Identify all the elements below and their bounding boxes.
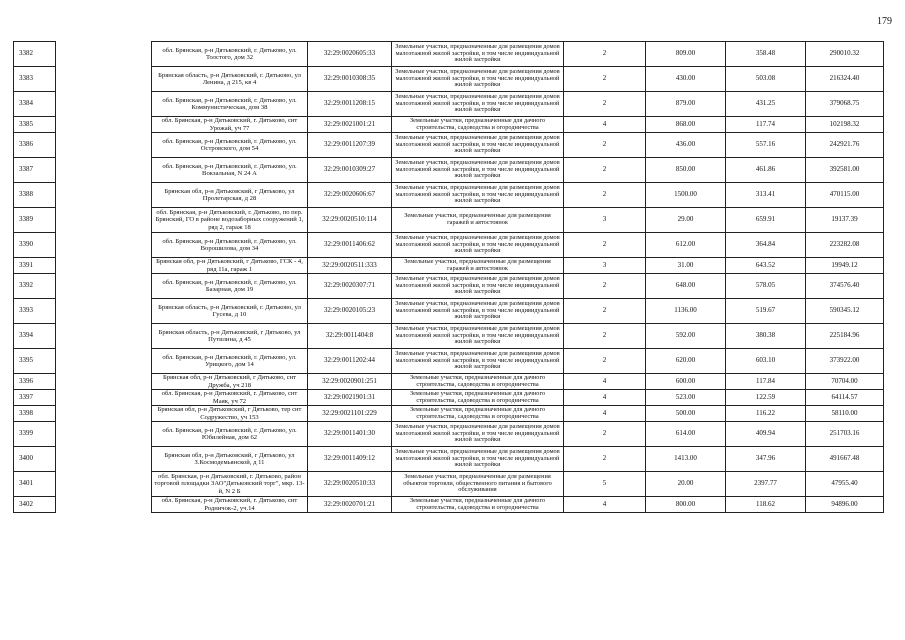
use-group-cell: 2 — [564, 158, 646, 183]
area-cell: 1500.00 — [646, 183, 726, 208]
use-group-cell: 2 — [564, 324, 646, 349]
address-cell: Брянская область, р-н Дятьковский, г Дятьково, ул Путилина, д 45 — [152, 324, 308, 349]
table-row — [14, 92, 884, 117]
table-row — [14, 158, 884, 183]
area-cell: 868.00 — [646, 117, 726, 133]
unit-value-cell: 659.91 — [726, 208, 806, 233]
unit-value-cell: 503.08 — [726, 67, 806, 92]
spacer-cell — [56, 422, 152, 447]
cadastral-number-cell: 32:29:0010309:27 — [308, 158, 392, 183]
cadastral-value-table — [13, 41, 884, 513]
spacer-cell — [56, 233, 152, 258]
area-cell: 600.00 — [646, 374, 726, 390]
cadastral-number-cell: 32:29:0011406:62 — [308, 233, 392, 258]
cadastral-value-cell: 64114.57 — [806, 390, 884, 406]
table-row — [14, 183, 884, 208]
spacer-cell — [56, 324, 152, 349]
cadastral-number-cell: 32:29:0011208:15 — [308, 92, 392, 117]
row-number-cell: 3398 — [14, 406, 56, 422]
page-number: 179 — [877, 16, 892, 27]
address-cell: обл. Брянская, р-н Дятьковский, г. Дятьково, по пер. Брянский, ГО в районе водозаборных сооружений 1, ряд 2, гараж 18 — [152, 208, 308, 233]
unit-value-cell: 409.94 — [726, 422, 806, 447]
unit-value-cell: 2397.77 — [726, 472, 806, 497]
cadastral-value-cell: 58110.00 — [806, 406, 884, 422]
cadastral-value-cell: 374576.40 — [806, 274, 884, 299]
unit-value-cell: 578.05 — [726, 274, 806, 299]
area-cell: 809.00 — [646, 42, 726, 67]
unit-value-cell: 603.10 — [726, 349, 806, 374]
table-row — [14, 258, 884, 274]
row-number-cell: 3399 — [14, 422, 56, 447]
address-cell: Брянская область, р-н Дятьковский, г. Дятьково, ул Гусева, д 10 — [152, 299, 308, 324]
address-cell: Брянская обл, р-н Дятьковский, г Дятьково, ГСК - 4, ряд 11а, гараж 1 — [152, 258, 308, 274]
address-cell: Брянская обл, р-н Дятьковский, г Дятьково, ул З.Космодемьянской, д 11 — [152, 447, 308, 472]
land-use-cell: Земельные участки, предназначенные для размещения гаражей и автостоянок — [392, 208, 564, 233]
cadastral-value-cell: 47955.40 — [806, 472, 884, 497]
cadastral-value-cell: 216324.40 — [806, 67, 884, 92]
cadastral-number-cell: 32:29:0010308:35 — [308, 67, 392, 92]
table-row — [14, 299, 884, 324]
use-group-cell: 2 — [564, 299, 646, 324]
land-use-cell: Земельные участки, предназначенные для размещения домов малоэтажной жилой застройки, в том числе индивидуальной жилой застройки — [392, 447, 564, 472]
table-row — [14, 497, 884, 513]
unit-value-cell: 431.25 — [726, 92, 806, 117]
land-use-cell: Земельные участки, предназначенные для размещения домов малоэтажной жилой застройки, в том числе индивидуальной жилой застройки — [392, 324, 564, 349]
row-number-cell: 3389 — [14, 208, 56, 233]
row-number-cell: 3393 — [14, 299, 56, 324]
cadastral-value-cell: 590345.12 — [806, 299, 884, 324]
unit-value-cell: 358.48 — [726, 42, 806, 67]
row-number-cell: 3385 — [14, 117, 56, 133]
row-number-cell: 3384 — [14, 92, 56, 117]
unit-value-cell: 364.84 — [726, 233, 806, 258]
land-use-cell: Земельные участки, предназначенные для дачного строительства, садоводства и огородничества — [392, 374, 564, 390]
cadastral-value-cell: 379068.75 — [806, 92, 884, 117]
unit-value-cell: 116.22 — [726, 406, 806, 422]
unit-value-cell: 347.96 — [726, 447, 806, 472]
land-use-cell: Земельные участки, предназначенные для размещения домов малоэтажной жилой застройки, в том числе индивидуальной жилой застройки — [392, 299, 564, 324]
address-cell: обл. Брянская, р-н Дятьковский, г. Дятьково, ул. Ворошилова, дом 34 — [152, 233, 308, 258]
spacer-cell — [56, 158, 152, 183]
cadastral-value-cell: 225184.96 — [806, 324, 884, 349]
cadastral-value-cell: 290010.32 — [806, 42, 884, 67]
area-cell: 614.00 — [646, 422, 726, 447]
row-number-cell: 3383 — [14, 67, 56, 92]
use-group-cell: 2 — [564, 67, 646, 92]
row-number-cell: 3390 — [14, 233, 56, 258]
area-cell: 850.00 — [646, 158, 726, 183]
address-cell: обл. Брянская, р-н Дятьковский, г. Дятьково, ул. Урицкого, дом 14 — [152, 349, 308, 374]
area-cell: 500.00 — [646, 406, 726, 422]
cadastral-number-cell: 32:29:0020606:67 — [308, 183, 392, 208]
spacer-cell — [56, 117, 152, 133]
cadastral-value-cell: 102198.32 — [806, 117, 884, 133]
table-row — [14, 472, 884, 497]
spacer-cell — [56, 299, 152, 324]
row-number-cell: 3387 — [14, 158, 56, 183]
spacer-cell — [56, 208, 152, 233]
row-number-cell: 3401 — [14, 472, 56, 497]
use-group-cell: 4 — [564, 497, 646, 513]
land-use-cell: Земельные участки, предназначенные для размещения домов малоэтажной жилой застройки, в том числе индивидуальной жилой застройки — [392, 158, 564, 183]
cadastral-value-cell: 242921.76 — [806, 133, 884, 158]
cadastral-value-cell: 373922.00 — [806, 349, 884, 374]
table-row — [14, 274, 884, 299]
spacer-cell — [56, 349, 152, 374]
spacer-cell — [56, 406, 152, 422]
spacer-cell — [56, 92, 152, 117]
use-group-cell: 3 — [564, 208, 646, 233]
spacer-cell — [56, 497, 152, 513]
row-number-cell: 3400 — [14, 447, 56, 472]
unit-value-cell: 117.84 — [726, 374, 806, 390]
table-row — [14, 67, 884, 92]
use-group-cell: 2 — [564, 422, 646, 447]
row-number-cell: 3394 — [14, 324, 56, 349]
cadastral-number-cell: 32:29:0011401:30 — [308, 422, 392, 447]
land-use-cell: Земельные участки, предназначенные для размещения домов малоэтажной жилой застройки, в том числе индивидуальной жилой застройки — [392, 422, 564, 447]
area-cell: 800.00 — [646, 497, 726, 513]
address-cell: обл. Брянская, р-н Дятьковский, г. Дятьково, снт Маяк, уч 72 — [152, 390, 308, 406]
area-cell: 648.00 — [646, 274, 726, 299]
cadastral-number-cell: 32:29:0020901:251 — [308, 374, 392, 390]
use-group-cell: 4 — [564, 406, 646, 422]
table-row — [14, 390, 884, 406]
unit-value-cell: 461.86 — [726, 158, 806, 183]
cadastral-number-cell: 32:29:0020510:114 — [308, 208, 392, 233]
use-group-cell: 4 — [564, 117, 646, 133]
use-group-cell: 2 — [564, 349, 646, 374]
area-cell: 612.00 — [646, 233, 726, 258]
row-number-cell: 3395 — [14, 349, 56, 374]
table-row — [14, 447, 884, 472]
spacer-cell — [56, 67, 152, 92]
land-use-cell: Земельные участки, предназначенные для размещения домов малоэтажной жилой застройки, в том числе индивидуальной жилой застройки — [392, 183, 564, 208]
table-row — [14, 349, 884, 374]
cadastral-value-cell: 70704.00 — [806, 374, 884, 390]
cadastral-number-cell: 32:29:0011202:44 — [308, 349, 392, 374]
area-cell: 20.00 — [646, 472, 726, 497]
land-use-cell: Земельные участки, предназначенные для размещения домов малоэтажной жилой застройки, в том числе индивидуальной жилой застройки — [392, 233, 564, 258]
table-row — [14, 42, 884, 67]
unit-value-cell: 118.62 — [726, 497, 806, 513]
unit-value-cell: 380.38 — [726, 324, 806, 349]
cadastral-number-cell: 32:29:0021901:31 — [308, 390, 392, 406]
address-cell: обл. Брянская, р-н Дятьковский, г. Дятьково, ул. Коммунистическая, дом 38 — [152, 92, 308, 117]
land-use-cell: Земельные участки, предназначенные для размещения домов малоэтажной жилой застройки, в том числе индивидуальной жилой застройки — [392, 133, 564, 158]
spacer-cell — [56, 390, 152, 406]
cadastral-number-cell: 32:29:0011409:12 — [308, 447, 392, 472]
table-row — [14, 422, 884, 447]
spacer-cell — [56, 374, 152, 390]
area-cell: 1136.00 — [646, 299, 726, 324]
address-cell: обл. Брянская, р-н Дятьковский, г. Дятьково, ул. Вокзальная, N 24 А — [152, 158, 308, 183]
use-group-cell: 3 — [564, 258, 646, 274]
row-number-cell: 3402 — [14, 497, 56, 513]
row-number-cell: 3382 — [14, 42, 56, 67]
land-use-cell: Земельные участки, предназначенные для дачного строительства, садоводства и огородничества — [392, 406, 564, 422]
unit-value-cell: 117.74 — [726, 117, 806, 133]
land-use-cell: Земельные участки, предназначенные для размещения домов малоэтажной жилой застройки, в том числе индивидуальной жилой застройки — [392, 92, 564, 117]
row-number-cell: 3392 — [14, 274, 56, 299]
area-cell: 430.00 — [646, 67, 726, 92]
cadastral-number-cell: 32:29:0020510:33 — [308, 472, 392, 497]
row-number-cell: 3388 — [14, 183, 56, 208]
land-use-cell: Земельные участки, предназначенные для дачного строительства, садоводства и огородничества — [392, 117, 564, 133]
spacer-cell — [56, 447, 152, 472]
land-use-cell: Земельные участки, предназначенные для размещения домов малоэтажной жилой застройки, в том числе индивидуальной жилой застройки — [392, 67, 564, 92]
row-number-cell: 3397 — [14, 390, 56, 406]
cadastral-number-cell: 32:29:0020307:71 — [308, 274, 392, 299]
cadastral-value-cell: 470115.00 — [806, 183, 884, 208]
cadastral-number-cell: 32:29:0020605:33 — [308, 42, 392, 67]
address-cell: Брянская область, р-н Дятьковский, г. Дятьково, ул Ленина, д 215, кв 4 — [152, 67, 308, 92]
cadastral-number-cell: 32:29:0020105:23 — [308, 299, 392, 324]
cadastral-value-cell: 223282.08 — [806, 233, 884, 258]
cadastral-number-cell: 32:29:0020701:21 — [308, 497, 392, 513]
address-cell: Брянская обл, р-н Дятьковский, г Дятьково, тер снт Содружество, уч 153 — [152, 406, 308, 422]
spacer-cell — [56, 258, 152, 274]
spacer-cell — [56, 183, 152, 208]
land-use-cell: Земельные участки, предназначенные для размещения домов малоэтажной жилой застройки, в том числе индивидуальной жилой застройки — [392, 349, 564, 374]
row-number-cell: 3386 — [14, 133, 56, 158]
land-use-cell: Земельные участки, предназначенные для дачного строительства, садоводства и огородничества — [392, 390, 564, 406]
address-cell: обл. Брянская, р-н Дятьковский, г. Дятьково, снт Урожай, уч 77 — [152, 117, 308, 133]
cadastral-value-cell: 94896.00 — [806, 497, 884, 513]
spacer-cell — [56, 42, 152, 67]
table-body — [14, 42, 884, 513]
cadastral-number-cell: 32:29:0011404:8 — [308, 324, 392, 349]
table-row — [14, 324, 884, 349]
unit-value-cell: 643.52 — [726, 258, 806, 274]
area-cell: 523.00 — [646, 390, 726, 406]
address-cell: обл. Брянская, р-н Дятьковский, г. Дятьково, ул. Юбилейная, дом 62 — [152, 422, 308, 447]
area-cell: 879.00 — [646, 92, 726, 117]
address-cell: обл. Брянская, р-н Дятьковский, г. Дятьково, район торговой площадки ЗАО"Дятьковский торг", мкр. 13-й, N 2 Б — [152, 472, 308, 497]
cadastral-number-cell: 32:29:0021101:229 — [308, 406, 392, 422]
unit-value-cell: 313.41 — [726, 183, 806, 208]
table-row — [14, 233, 884, 258]
cadastral-number-cell: 32:29:0011207:39 — [308, 133, 392, 158]
spacer-cell — [56, 274, 152, 299]
cadastral-value-cell: 251703.16 — [806, 422, 884, 447]
use-group-cell: 4 — [564, 390, 646, 406]
area-cell: 620.00 — [646, 349, 726, 374]
address-cell: Брянская обл, р-н Дятьковский, г Дятьково, ул Пролетарская, д 28 — [152, 183, 308, 208]
land-use-cell: Земельные участки, предназначенные для размещения домов малоэтажной жилой застройки, в том числе индивидуальной жилой застройки — [392, 42, 564, 67]
use-group-cell: 2 — [564, 274, 646, 299]
use-group-cell: 2 — [564, 42, 646, 67]
cadastral-value-cell: 19137.39 — [806, 208, 884, 233]
use-group-cell: 2 — [564, 183, 646, 208]
address-cell: обл. Брянская, р-н Дятьковский, г. Дятьково, ул. Толстого, дом 32 — [152, 42, 308, 67]
cadastral-number-cell: 32:29:0021001:21 — [308, 117, 392, 133]
address-cell: Брянская обл, р-н Дятьковский, г Дятьково, снт Дружба, уч 218 — [152, 374, 308, 390]
area-cell: 436.00 — [646, 133, 726, 158]
land-use-cell: Земельные участки, предназначенные для размещения гаражей и автостоянок — [392, 258, 564, 274]
cadastral-value-cell: 392581.00 — [806, 158, 884, 183]
table-row — [14, 374, 884, 390]
spacer-cell — [56, 133, 152, 158]
address-cell: обл. Брянская, р-н Дятьковский, г. Дятьково, ул. Базарная, дом 19 — [152, 274, 308, 299]
table-row — [14, 406, 884, 422]
use-group-cell: 5 — [564, 472, 646, 497]
use-group-cell: 2 — [564, 133, 646, 158]
unit-value-cell: 122.59 — [726, 390, 806, 406]
unit-value-cell: 557.16 — [726, 133, 806, 158]
unit-value-cell: 519.67 — [726, 299, 806, 324]
area-cell: 1413.00 — [646, 447, 726, 472]
table-row — [14, 133, 884, 158]
row-number-cell: 3396 — [14, 374, 56, 390]
area-cell: 592.00 — [646, 324, 726, 349]
use-group-cell: 2 — [564, 92, 646, 117]
cadastral-number-cell: 32:29:0020511:333 — [308, 258, 392, 274]
area-cell: 29.00 — [646, 208, 726, 233]
row-number-cell: 3391 — [14, 258, 56, 274]
cadastral-value-cell: 19949.12 — [806, 258, 884, 274]
area-cell: 31.00 — [646, 258, 726, 274]
table-row — [14, 208, 884, 233]
land-use-cell: Земельные участки, предназначенные для размещения объектов торговли, общественного питания и бытового обслуживания — [392, 472, 564, 497]
address-cell: обл. Брянская, р-н Дятьковский, г. Дятьково, снт Родничок-2, уч.14 — [152, 497, 308, 513]
spacer-cell — [56, 472, 152, 497]
land-use-cell: Земельные участки, предназначенные для дачного строительства, садоводства и огородничества — [392, 497, 564, 513]
use-group-cell: 4 — [564, 374, 646, 390]
cadastral-value-cell: 491667.48 — [806, 447, 884, 472]
table-row — [14, 117, 884, 133]
address-cell: обл. Брянская, р-н Дятьковский, г. Дятьково, ул. Островского, дом 54 — [152, 133, 308, 158]
land-use-cell: Земельные участки, предназначенные для размещения домов малоэтажной жилой застройки, в том числе индивидуальной жилой застройки — [392, 274, 564, 299]
use-group-cell: 2 — [564, 233, 646, 258]
use-group-cell: 2 — [564, 447, 646, 472]
